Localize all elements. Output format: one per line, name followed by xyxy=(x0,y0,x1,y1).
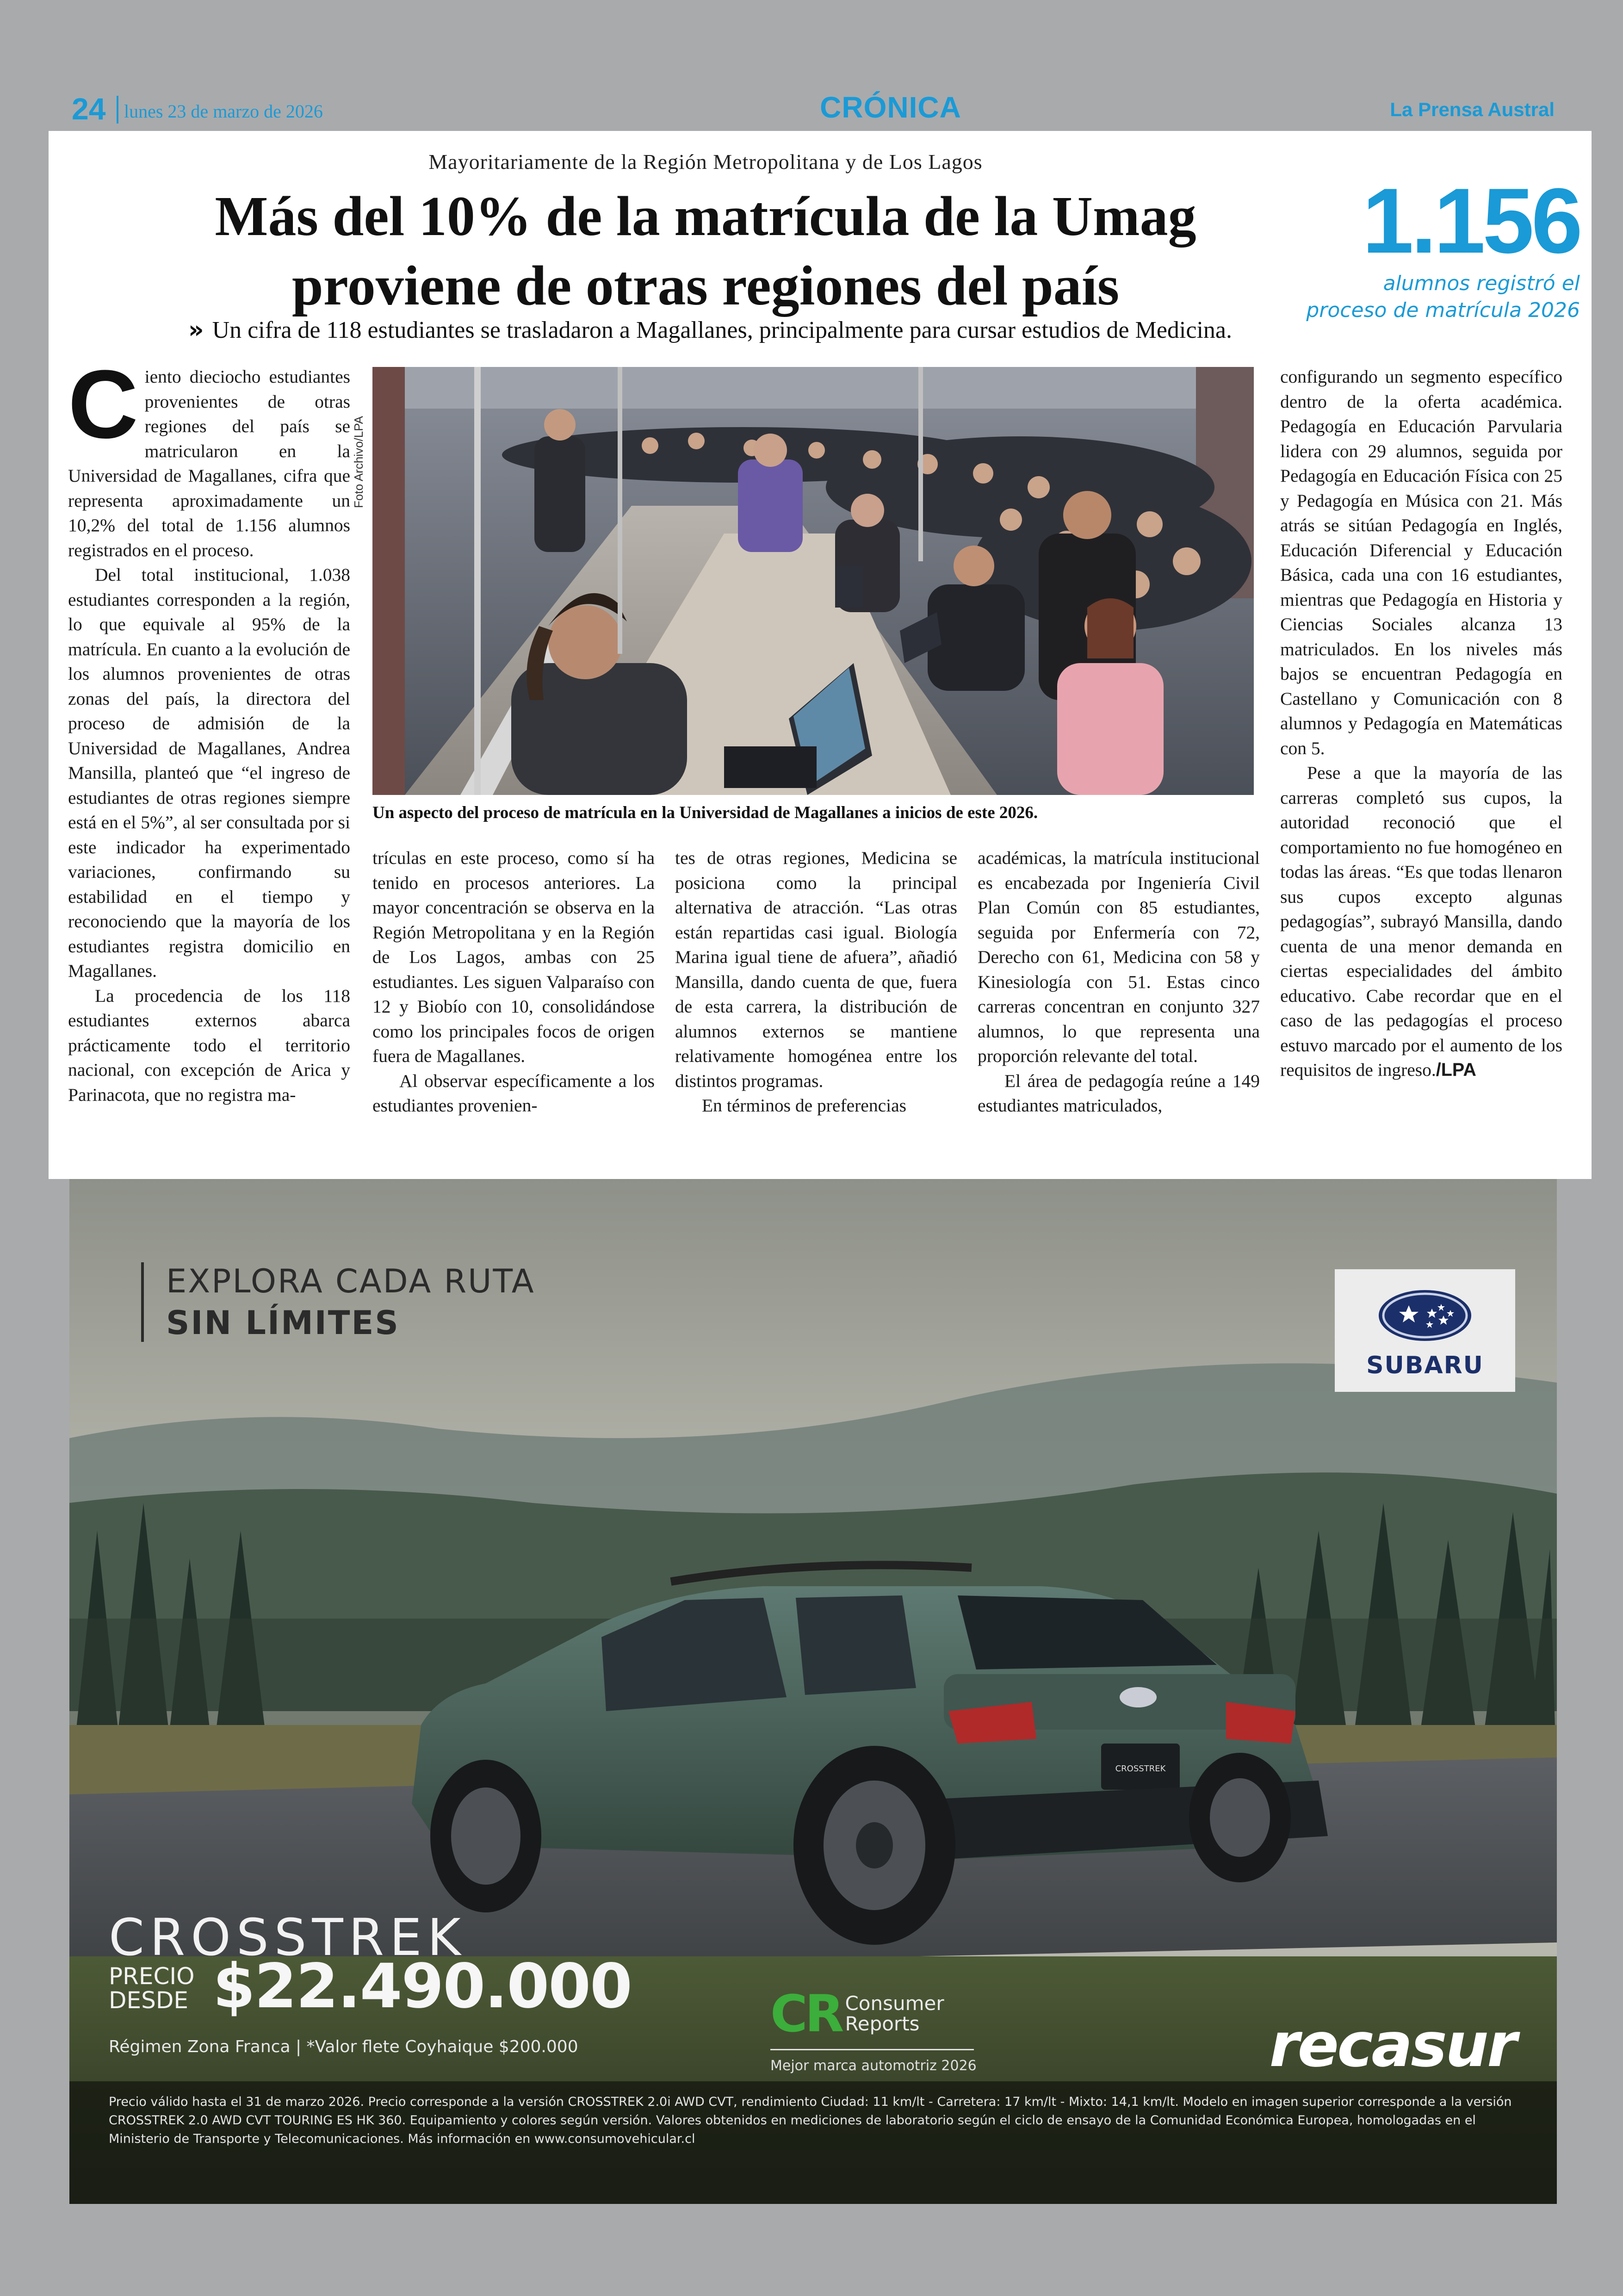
paragraph: Del total institucional, 1.038 estudiantes corresponden a la región, lo que equivale al 95% de la matrícula. En cuanto a la evolución de los alumnos provenientes de otras zonas del país, la directora del proceso de admisión de la Universidad de Magallanes, Andrea Mansilla, planteó que “el ingreso de estudiantes de otras regiones siempre está en el 5%”, al ser consultada por si este indicador ha experimentado variaciones, confirmando su estabilidad en el tiempo y reconociendo que la mayoría de los estudiantes registra domicilio en Magallanes. xyxy=(68,565,350,981)
newspaper-name: La Prensa Austral xyxy=(1390,99,1555,120)
stat-number: 1.156 xyxy=(1362,169,1580,273)
stat-caption xyxy=(1261,270,1580,324)
tagline-line-1: EXPLORA CADA RUTA xyxy=(166,1262,535,1300)
article-column-4 xyxy=(978,846,1260,1118)
article-column-1 xyxy=(68,350,350,1107)
cr-subtitle: Mejor marca automotriz 2026 xyxy=(770,2058,977,2074)
header-divider xyxy=(117,96,118,124)
paragraph: tes de otras regiones, Medicina se posiciona como la principal alternativa de atracción. “Las otras están repartidas casi igual. Biología Marina igual tiene de afuera”, añadió Mansilla, dando cuenta de que, fuera de esta carrera, la distribución de alumnos externos se mantiene relativamente homogénea entre los distintos programas. xyxy=(675,848,957,1091)
article-column-3 xyxy=(675,846,957,1118)
photo-caption: Un aspecto del proceso de matrícula en la Universidad de Magallanes a inicios de este 2026. xyxy=(372,803,1038,822)
subaru-logo[interactable] xyxy=(1335,1269,1515,1392)
price-prefix-line-2: DESDE xyxy=(109,1987,188,2014)
section-title: CRÓNICA xyxy=(820,91,961,124)
regimen-note: Régimen Zona Franca | *Valor flete Coyhaique $200.000 xyxy=(109,2037,578,2056)
price-prefix xyxy=(109,1964,195,2012)
article-signature: /LPA xyxy=(1436,1060,1476,1080)
article-kicker: Mayoritariamente de la Región Metropolitana y de Los Lagos xyxy=(428,150,983,174)
price-prefix-line-1: PRECIO xyxy=(109,1963,195,1990)
article-photo xyxy=(372,367,1254,795)
article xyxy=(49,131,1592,1179)
ad-fine-print: Precio válido hasta el 31 de marzo 2026. Precio corresponde a la versión CROSSTREK 2.0i AWD CVT, rendimiento Ciudad: 11 km/lt - Carretera: 17 km/lt - Mixto: 14,1 km/lt. Modelo en imagen superior corresponde a la versión CROSSTREK 2.0 AWD CVT TOURING ES HK 360. Equipamiento y colores según versión. Valores obtenidos en mediciones de laboratorio según el ciclo de ensayo de la Comunidad Económica Europea, homologadas en el Ministerio de Transporte y Telecomunicaciones. Más información en www.consumovehicular.cl xyxy=(109,2095,1512,2146)
page-header xyxy=(69,90,1555,132)
paragraph: El área de pedagogía reúne a 149 estudiantes matriculados, xyxy=(978,1070,1260,1116)
license-plate-text: CROSSTREK xyxy=(1115,1764,1166,1774)
drop-cap: C xyxy=(68,350,138,459)
brand-name: SUBARU xyxy=(1366,1352,1484,1379)
headline-line-2: proviene de otras regiones del país xyxy=(291,254,1120,317)
issue-date: lunes 23 de marzo de 2026 xyxy=(124,101,323,122)
cr-name-line-2: Reports xyxy=(845,2012,920,2035)
cr-logo-icon: CR xyxy=(770,1984,842,2043)
stat-caption-line-2: proceso de matrícula 2026 xyxy=(1306,298,1580,322)
model-name: CROSSTREK xyxy=(109,1908,466,1967)
paragraph: configurando un segmento específico dentro de la oferta académica. Pedagogía en Educación Parvularia lidera con 29 alumnos, seguida por Pedagogía en Educación Física con 25 y Pedagogía en Música con 21. Más atrás se sitúan Pedagogía en Inglés, Educación Diferencial y Educación Básica, cada una con 16 estudiantes, mientras que Pedagogía en Historia y Ciencias Sociales alcanza 13 matriculados. En los niveles más bajos se encuentran Pedagogía en Castellano y Comunicación con 8 alumnos y Pedagogía en Matemáticas con 5. xyxy=(1280,366,1562,758)
photo-credit-text: Foto Archivo/LPA xyxy=(352,416,365,508)
paragraph: Pese a que la mayoría de las carreras completó sus cupos, la autoridad reconoció que el comportamiento no fue homogéneo en todas las áreas. “Es que todas llenaron sus cupos excepto algunas pedagogías”, subrayó Mansilla, dando cuenta de una menor demanda en ciertas especialidades del ámbito educativo. Cabe recordar que en el caso de las pedagogías el proceso estuvo marcado por el aumento de los requisitos de ingreso. xyxy=(1280,763,1562,1080)
dealer-logo[interactable]: recasur xyxy=(1269,2010,1515,2081)
enrollment-scene-image xyxy=(372,367,1254,795)
cr-divider xyxy=(770,2049,974,2050)
article-column-5 xyxy=(1280,365,1562,1083)
stat-box xyxy=(1261,169,1580,324)
tagline-line-2: SIN LÍMITES xyxy=(166,1304,400,1342)
double-chevron-icon: » xyxy=(188,316,204,344)
article-column-2 xyxy=(372,846,655,1118)
price-value: $22.490.000 xyxy=(213,1951,632,2022)
page-number: 24 xyxy=(72,92,106,126)
cr-name-line-1: Consumer xyxy=(845,1992,944,2015)
paragraph: trículas en este proceso, como sí ha tenido en procesos anteriores. La mayor concentración se observa en la Región Metropolitana y en la Región de Los Lagos, ambas con 25 estudiantes. Les siguen Valparaíso con 12 y Biobío con 10, consolidándose como los principales focos de origen fuera de Magallanes. xyxy=(372,848,655,1066)
subaru-advertisement[interactable] xyxy=(69,1179,1557,2204)
paragraph: iento dieciocho estudiantes provenientes de otras regiones del país se matricularon en la Universidad de Magallanes, cifra que representa aproximadamente un 10,2% del total de 1.156 alumnos registrados en el proceso. xyxy=(68,366,350,560)
paragraph: Al observar específicamente a los estudiantes provenien- xyxy=(372,1070,655,1116)
paragraph: académicas, la matrícula institucional es encabezada por Ingeniería Civil Plan Común con 85 estudiantes, seguida por Enfermería con 72, Derecho con 61, Medicina con 58 y Kinesiología con 51. Estas cinco carreras concentran en conjunto 327 alumnos, lo que representa una proporción relevante del total. xyxy=(978,848,1260,1066)
consumer-reports-badge xyxy=(770,1984,988,2074)
paragraph: En términos de preferencias xyxy=(702,1095,906,1116)
headline-line-1: Más del 10% de la matrícula de la Umag xyxy=(215,185,1196,248)
paragraph: La procedencia de los 118 estudiantes externos abarca prácticamente todo el territorio nacional, con excepción de Arica y Parinacota, que no registra ma- xyxy=(68,985,350,1105)
lead-text: Un cifra de 118 estudiantes se trasladaron a Magallanes, principalmente para cursar estudios de Medicina. xyxy=(212,317,1232,343)
stat-caption-line-1: alumnos registró el xyxy=(1383,272,1580,295)
ad-tagline xyxy=(141,1262,535,1342)
article-lead xyxy=(49,316,1372,344)
photo-credit xyxy=(352,369,370,508)
subaru-stars-icon xyxy=(1335,1269,1515,1353)
cr-name xyxy=(845,1993,944,2034)
article-headline xyxy=(49,182,1363,321)
